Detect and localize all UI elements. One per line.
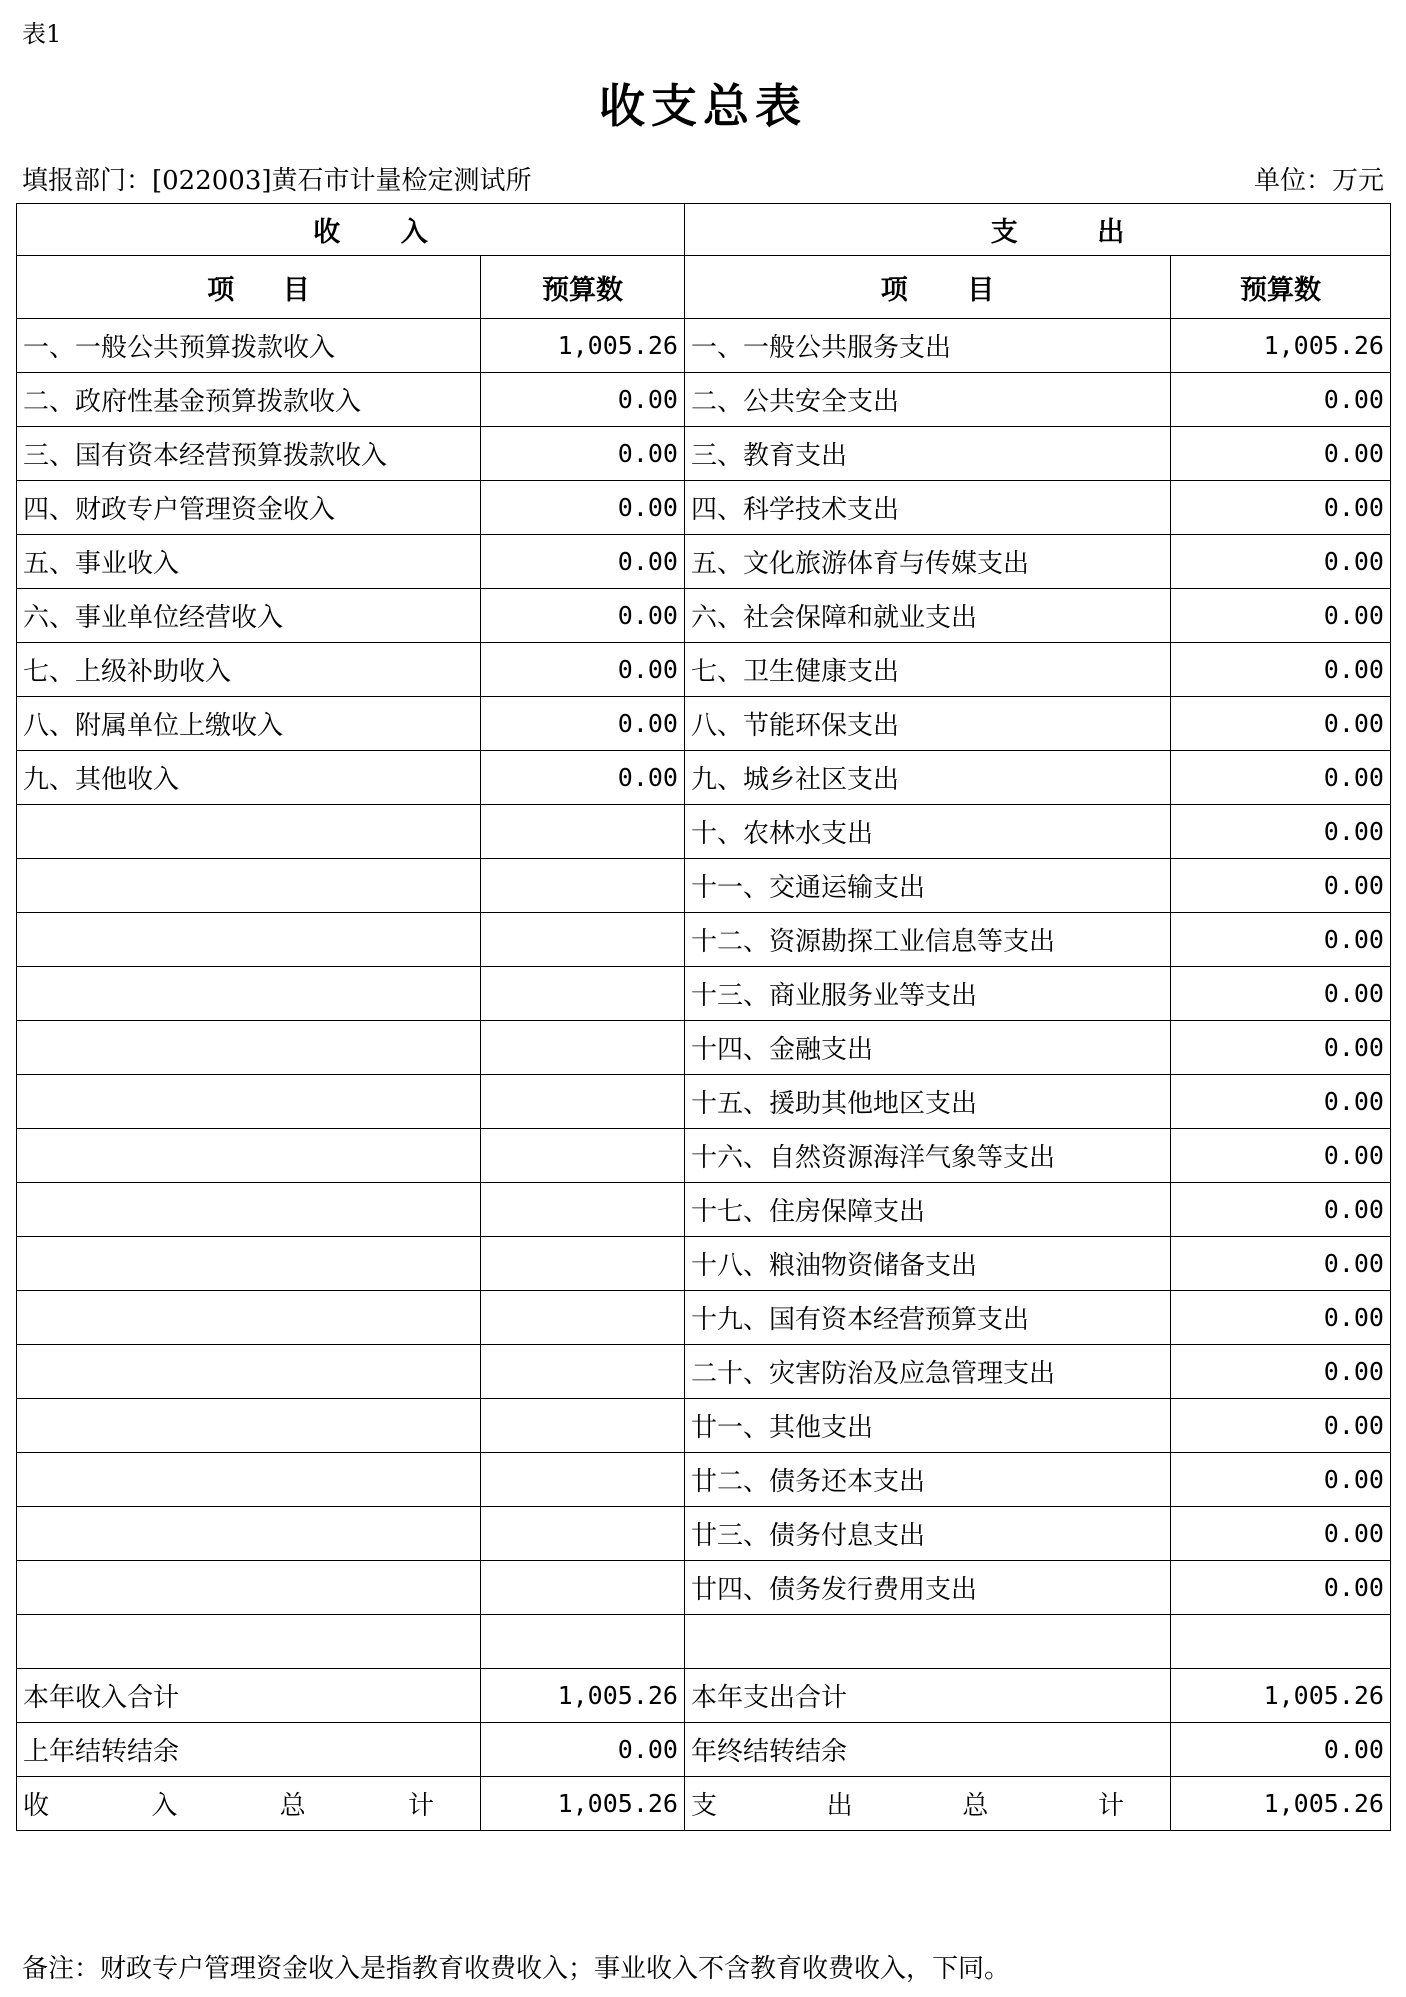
income-item-cell: 本年收入合计: [17, 1669, 481, 1723]
income-item-cell: [17, 1075, 481, 1129]
item-header-char: 项: [880, 274, 908, 306]
expense-budget-cell: 0.00: [1171, 1183, 1391, 1237]
table-row: [17, 427, 1391, 481]
table-row: [17, 1615, 1391, 1669]
budget-summary-table: [16, 203, 1391, 1831]
income-item-cell: [17, 1183, 481, 1237]
table-row: [17, 1507, 1391, 1561]
income-item-cell: [17, 1561, 481, 1615]
income-budget-header: 预算数: [481, 256, 685, 319]
expense-total-label: [685, 1777, 1171, 1831]
expense-total-value: 1,005.26: [1171, 1777, 1391, 1831]
expense-item-cell: 廿三、债务付息支出: [685, 1507, 1171, 1561]
income-budget-cell: [481, 1291, 685, 1345]
table-row: [17, 373, 1391, 427]
income-budget-cell: [481, 967, 685, 1021]
expense-budget-cell: 0.00: [1171, 1723, 1391, 1777]
income-item-cell: [17, 859, 481, 913]
income-header-char: 入: [400, 217, 428, 248]
expense-budget-cell: 0.00: [1171, 1291, 1391, 1345]
income-item-cell: [17, 967, 481, 1021]
income-item-cell: 三、国有资本经营预算拨款收入: [17, 427, 481, 481]
table-row: [17, 589, 1391, 643]
table-row: [17, 1291, 1391, 1345]
expense-item-cell: 七、卫生健康支出: [685, 643, 1171, 697]
expense-item-cell: 廿四、债务发行费用支出: [685, 1561, 1171, 1615]
income-budget-cell: [481, 1399, 685, 1453]
income-total-label: [17, 1777, 481, 1831]
expense-budget-cell: 0.00: [1171, 1507, 1391, 1561]
expense-budget-cell: 0.00: [1171, 751, 1391, 805]
table-row: [17, 1021, 1391, 1075]
expense-item-cell: 十二、资源勘探工业信息等支出: [685, 913, 1171, 967]
expense-item-cell: [685, 1615, 1171, 1669]
unit-label: 单位：万元: [1253, 166, 1384, 196]
income-group-header: [17, 204, 685, 256]
expense-item-header: [685, 256, 1171, 319]
table-row: [17, 1345, 1391, 1399]
income-budget-cell: 0.00: [481, 1723, 685, 1777]
item-header-char: 项: [207, 274, 235, 306]
income-budget-cell: [481, 1021, 685, 1075]
income-item-cell: [17, 1291, 481, 1345]
income-budget-cell: [481, 1183, 685, 1237]
expense-header-char: 支: [990, 217, 1018, 248]
item-header-char: 目: [282, 274, 310, 306]
income-item-cell: [17, 913, 481, 967]
expense-item-cell: 十七、住房保障支出: [685, 1183, 1171, 1237]
income-budget-cell: [481, 1507, 685, 1561]
income-budget-cell: 1,005.26: [481, 1669, 685, 1723]
total-label-char: 出: [826, 1791, 853, 1821]
expense-item-cell: 十九、国有资本经营预算支出: [685, 1291, 1171, 1345]
expense-item-cell: 十五、援助其他地区支出: [685, 1075, 1171, 1129]
table-row: [17, 1399, 1391, 1453]
income-budget-cell: [481, 1129, 685, 1183]
expense-budget-cell: 0.00: [1171, 1561, 1391, 1615]
table-row: [17, 967, 1391, 1021]
income-item-cell: [17, 1507, 481, 1561]
expense-budget-cell: 0.00: [1171, 373, 1391, 427]
income-budget-cell: [481, 913, 685, 967]
expense-budget-cell: 0.00: [1171, 1399, 1391, 1453]
income-item-cell: [17, 1453, 481, 1507]
table-row: [17, 1669, 1391, 1723]
expense-budget-cell: 0.00: [1171, 535, 1391, 589]
income-budget-cell: [481, 1453, 685, 1507]
income-item-cell: 九、其他收入: [17, 751, 481, 805]
income-total-value: 1,005.26: [481, 1777, 685, 1831]
table-row: [17, 1075, 1391, 1129]
expense-budget-cell: 0.00: [1171, 1345, 1391, 1399]
expense-item-cell: 二、公共安全支出: [685, 373, 1171, 427]
reporting-department: 填报部门：[022003]黄石市计量检定测试所: [22, 166, 532, 196]
expense-budget-cell: 0.00: [1171, 913, 1391, 967]
income-budget-cell: [481, 1237, 685, 1291]
income-item-cell: 七、上级补助收入: [17, 643, 481, 697]
budget-summary-table-wrapper: [16, 203, 1391, 1831]
expense-item-cell: 一、一般公共服务支出: [685, 319, 1171, 373]
income-budget-cell: [481, 1561, 685, 1615]
income-item-cell: [17, 1345, 481, 1399]
table-row: [17, 1723, 1391, 1777]
income-budget-cell: [481, 1615, 685, 1669]
total-label-char: 计: [407, 1791, 434, 1821]
income-item-cell: [17, 1021, 481, 1075]
expense-item-cell: 十一、交通运输支出: [685, 859, 1171, 913]
total-label-char: 总: [279, 1791, 306, 1821]
income-budget-cell: [481, 859, 685, 913]
item-header-char: 目: [967, 274, 995, 306]
income-item-cell: [17, 805, 481, 859]
income-budget-cell: 0.00: [481, 373, 685, 427]
total-label-char: 入: [151, 1791, 178, 1821]
expense-item-cell: 九、城乡社区支出: [685, 751, 1171, 805]
table-row: [17, 913, 1391, 967]
expense-budget-cell: 0.00: [1171, 1021, 1391, 1075]
table-row: [17, 805, 1391, 859]
income-item-cell: 六、事业单位经营收入: [17, 589, 481, 643]
expense-item-cell: 廿一、其他支出: [685, 1399, 1171, 1453]
expense-item-cell: 十八、粮油物资储备支出: [685, 1237, 1171, 1291]
column-header-row: [17, 256, 1391, 319]
expense-budget-cell: 1,005.26: [1171, 319, 1391, 373]
table-row: [17, 697, 1391, 751]
expense-item-cell: 十、农林水支出: [685, 805, 1171, 859]
total-label-char: 计: [1097, 1791, 1124, 1821]
expense-group-header: [685, 204, 1391, 256]
expense-item-cell: 六、社会保障和就业支出: [685, 589, 1171, 643]
expense-budget-cell: 0.00: [1171, 643, 1391, 697]
expense-item-cell: 十四、金融支出: [685, 1021, 1171, 1075]
footnote: 备注：财政专户管理资金收入是指教育收费收入；事业收入不含教育收费收入，下同。: [22, 1954, 1011, 1984]
expense-budget-cell: 0.00: [1171, 1129, 1391, 1183]
expense-budget-cell: [1171, 1615, 1391, 1669]
income-item-cell: 上年结转结余: [17, 1723, 481, 1777]
expense-item-cell: 十六、自然资源海洋气象等支出: [685, 1129, 1171, 1183]
income-budget-cell: [481, 1075, 685, 1129]
expense-item-cell: 本年支出合计: [685, 1669, 1171, 1723]
expense-budget-cell: 0.00: [1171, 1453, 1391, 1507]
income-budget-cell: 0.00: [481, 643, 685, 697]
income-item-cell: [17, 1237, 481, 1291]
income-item-cell: [17, 1615, 481, 1669]
table-row: [17, 1561, 1391, 1615]
income-item-cell: [17, 1129, 481, 1183]
table-row: [17, 643, 1391, 697]
expense-budget-cell: 0.00: [1171, 427, 1391, 481]
group-header-row: [17, 204, 1391, 256]
table-row: [17, 1237, 1391, 1291]
expense-item-cell: 二十、灾害防治及应急管理支出: [685, 1345, 1171, 1399]
table-row: [17, 859, 1391, 913]
total-label-char: 支: [691, 1791, 718, 1821]
income-budget-cell: 0.00: [481, 751, 685, 805]
page-title: 收支总表: [599, 79, 807, 133]
income-item-cell: 二、政府性基金预算拨款收入: [17, 373, 481, 427]
expense-budget-cell: 0.00: [1171, 805, 1391, 859]
expense-budget-header: 预算数: [1171, 256, 1391, 319]
expense-budget-cell: 0.00: [1171, 967, 1391, 1021]
grand-total-row: [17, 1777, 1391, 1831]
expense-budget-cell: 1,005.26: [1171, 1669, 1391, 1723]
expense-budget-cell: 0.00: [1171, 697, 1391, 751]
income-budget-cell: [481, 1345, 685, 1399]
income-budget-cell: 0.00: [481, 481, 685, 535]
income-item-cell: 五、事业收入: [17, 535, 481, 589]
table-row: [17, 1183, 1391, 1237]
expense-item-cell: 十三、商业服务业等支出: [685, 967, 1171, 1021]
income-budget-cell: [481, 805, 685, 859]
table-row: [17, 1453, 1391, 1507]
table-row: [17, 481, 1391, 535]
expense-budget-cell: 0.00: [1171, 589, 1391, 643]
income-budget-cell: 0.00: [481, 535, 685, 589]
expense-budget-cell: 0.00: [1171, 481, 1391, 535]
income-budget-cell: 0.00: [481, 697, 685, 751]
income-budget-cell: 0.00: [481, 589, 685, 643]
table-row: [17, 535, 1391, 589]
expense-item-cell: 年终结转结余: [685, 1723, 1171, 1777]
expense-budget-cell: 0.00: [1171, 859, 1391, 913]
income-item-cell: 一、一般公共预算拨款收入: [17, 319, 481, 373]
income-item-cell: 八、附属单位上缴收入: [17, 697, 481, 751]
table-row: [17, 751, 1391, 805]
income-item-header: [17, 256, 481, 319]
table-row: [17, 319, 1391, 373]
income-budget-cell: 1,005.26: [481, 319, 685, 373]
income-item-cell: [17, 1399, 481, 1453]
total-label-char: 收: [23, 1791, 50, 1821]
expense-budget-cell: 0.00: [1171, 1075, 1391, 1129]
expense-item-cell: 廿二、债务还本支出: [685, 1453, 1171, 1507]
table-row: [17, 1129, 1391, 1183]
expense-header-char: 出: [1097, 217, 1125, 248]
expense-item-cell: 四、科学技术支出: [685, 481, 1171, 535]
table-number-label: 表1: [22, 20, 62, 48]
expense-item-cell: 五、文化旅游体育与传媒支出: [685, 535, 1171, 589]
expense-item-cell: 三、教育支出: [685, 427, 1171, 481]
income-budget-cell: 0.00: [481, 427, 685, 481]
expense-item-cell: 八、节能环保支出: [685, 697, 1171, 751]
expense-budget-cell: 0.00: [1171, 1237, 1391, 1291]
total-label-char: 总: [962, 1791, 989, 1821]
income-item-cell: 四、财政专户管理资金收入: [17, 481, 481, 535]
income-header-char: 收: [313, 217, 341, 248]
